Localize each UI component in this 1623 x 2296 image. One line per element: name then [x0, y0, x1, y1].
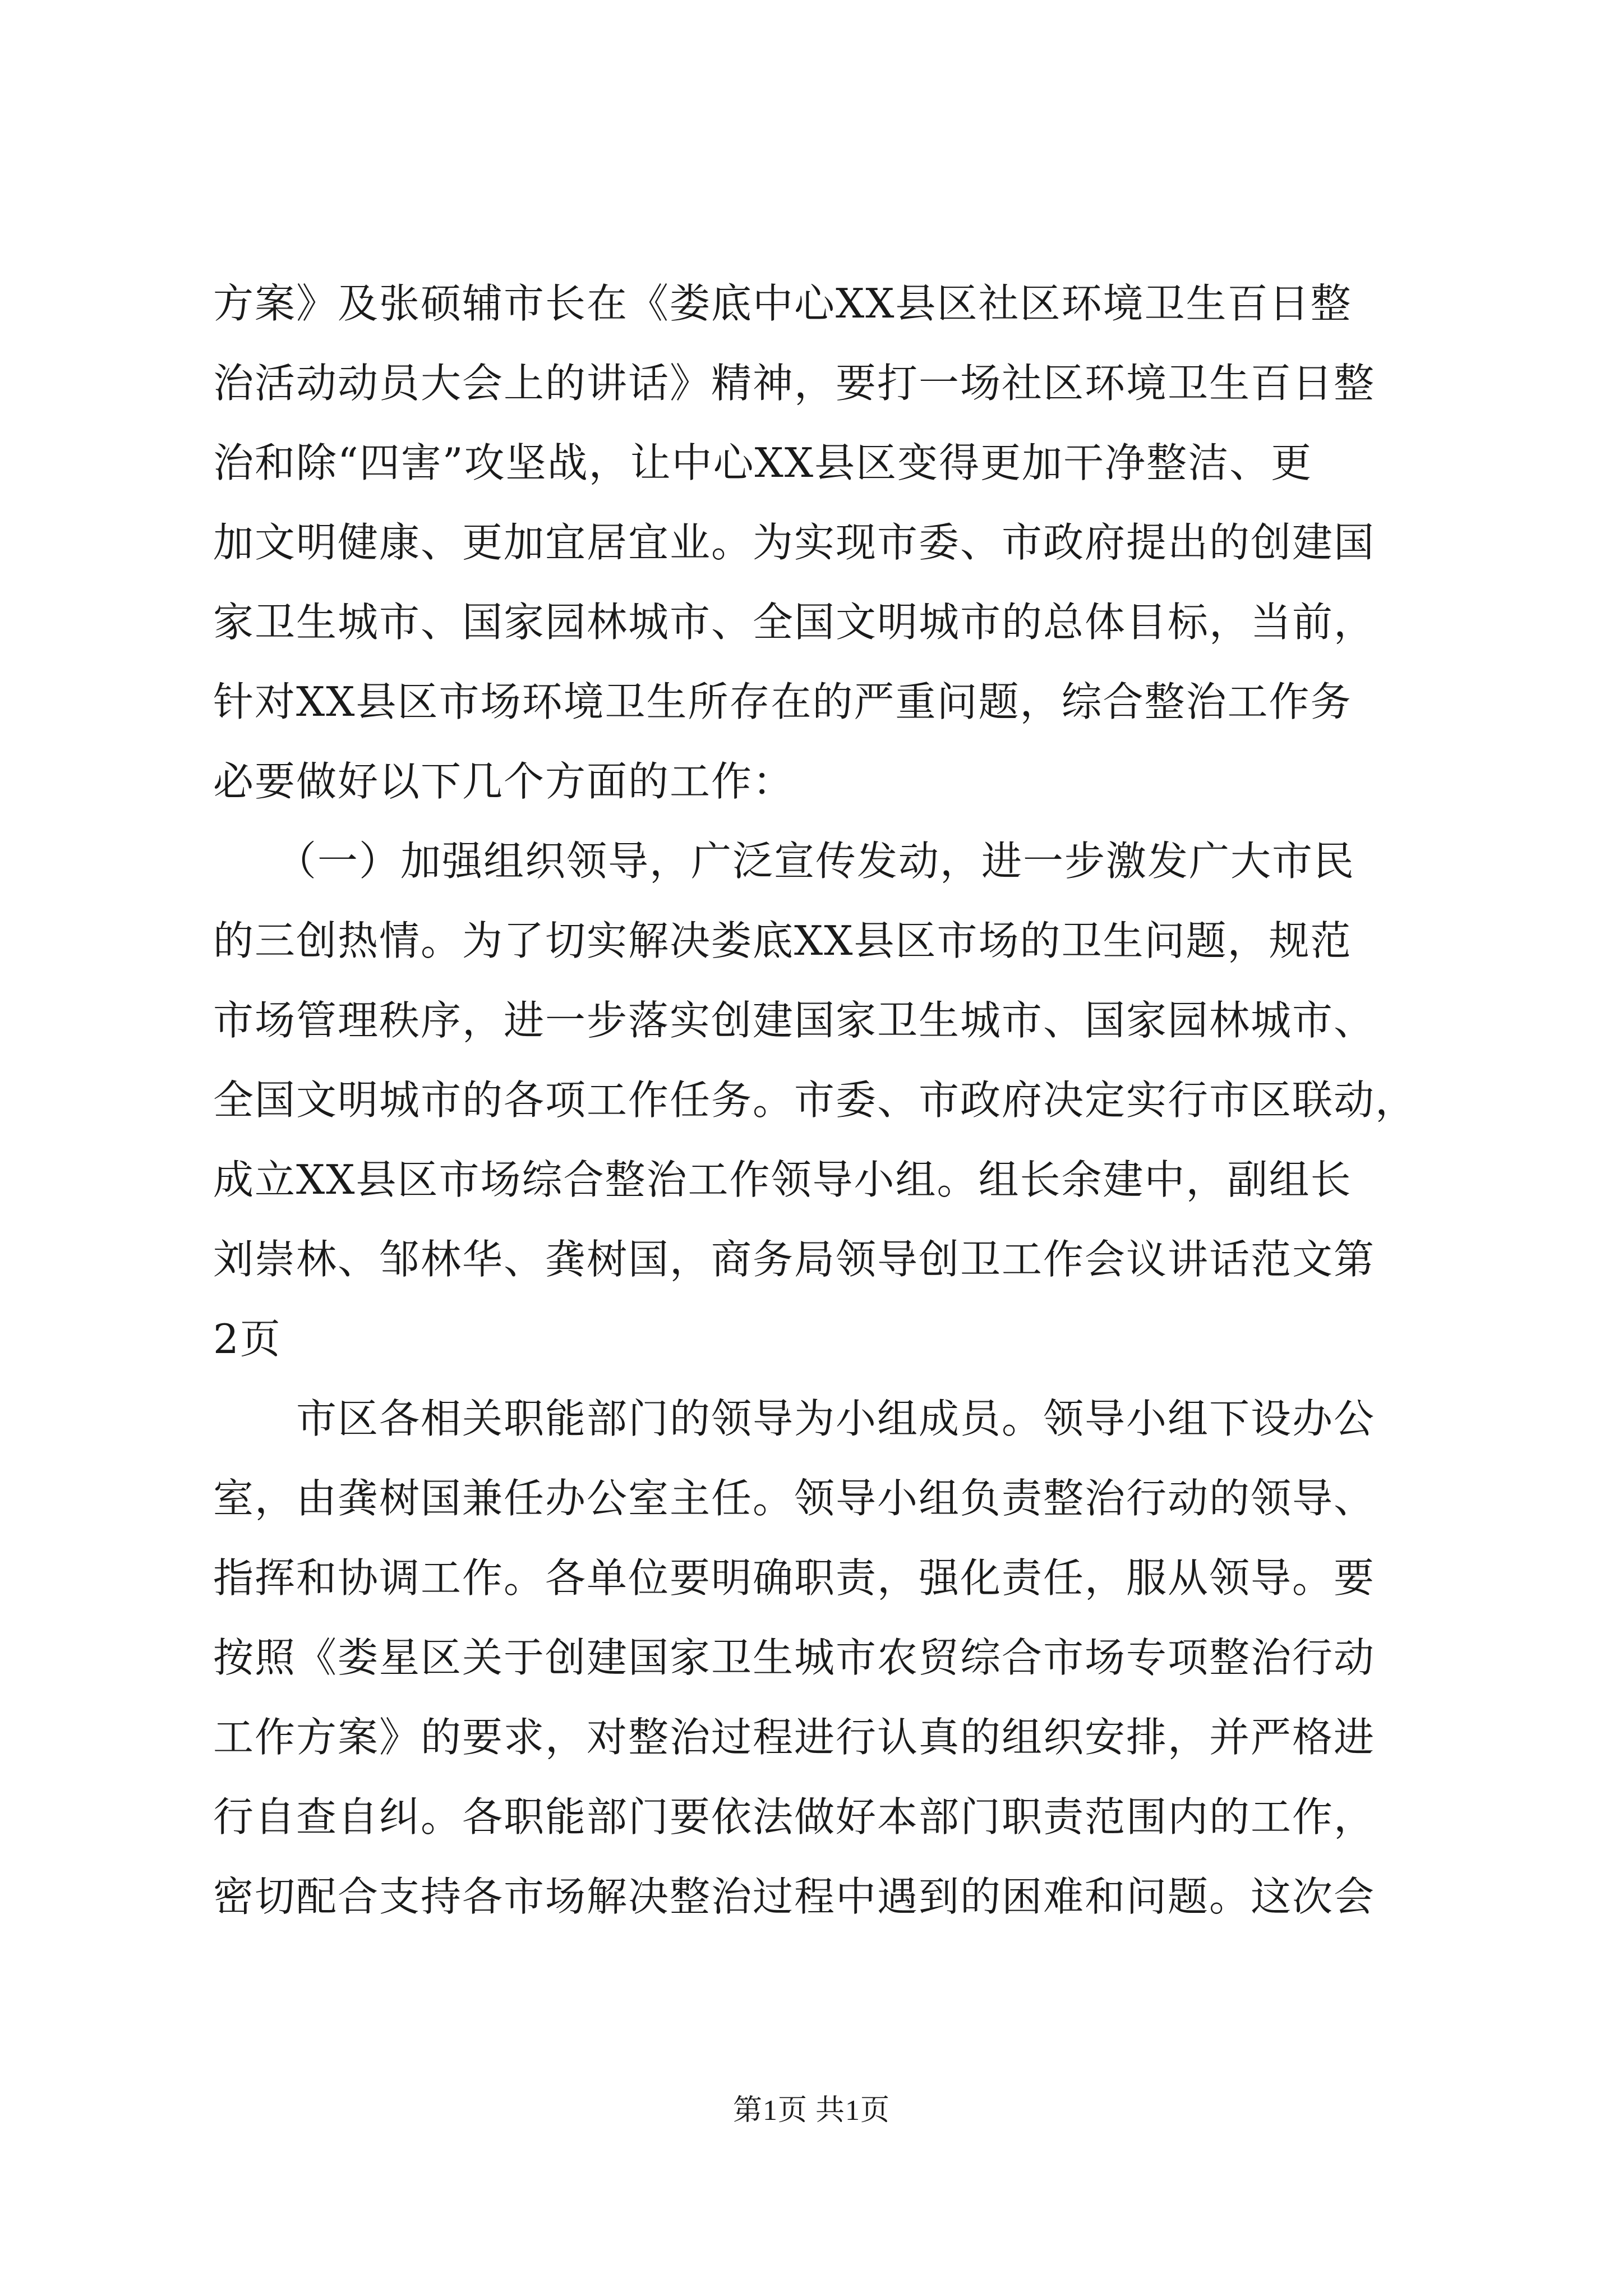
text-line: 家卫生城市、国家园林城市、全国文明城市的总体目标，当前，	[213, 599, 1376, 646]
text-line: 密切配合支持各市场解决整治过程中遇到的困难和问题。这次会	[213, 1873, 1376, 1920]
page-number-label: 第1页 共1页	[732, 2095, 890, 2127]
text-line: 成立XX县区市场综合整治工作领导小组。组长余建中，副组长	[213, 1156, 1352, 1203]
text-line: 市区各相关职能部门的领导为小组成员。领导小组下设办公	[213, 1395, 1376, 1442]
text-line: 治活动动员大会上的讲话》精神，要打一场社区环境卫生百日整	[213, 360, 1376, 407]
text-line: 行自查自纠。各职能部门要依法做好本部门职责范围内的工作，	[213, 1793, 1376, 1841]
text-line: 加文明健康、更加宜居宜业。为实现市委、市政府提出的创建国	[213, 519, 1376, 566]
text-line: 方案》及张硕辅市长在《娄底中心XX县区社区环境卫生百日整	[213, 280, 1352, 327]
text-line: 市场管理秩序，进一步落实创建国家卫生城市、国家园林城市、	[213, 997, 1376, 1044]
text-line: 2页	[213, 1315, 282, 1363]
text-line: 室，由龚树国兼任办公室主任。领导小组负责整治行动的领导、	[213, 1475, 1376, 1522]
text-line: 必要做好以下几个方面的工作：	[213, 758, 795, 805]
document-body	[213, 264, 1419, 1936]
page-footer	[0, 2091, 1623, 2131]
text-line: 的三创热情。为了切实解决娄底XX县区市场的卫生问题，规范	[213, 917, 1352, 964]
text-line: 全国文明城市的各项工作任务。市委、市政府决定实行市区联动，	[213, 1076, 1417, 1124]
text-line: 工作方案》的要求，对整治过程进行认真的组织安排，并严格进	[213, 1714, 1376, 1761]
text-line: 刘崇林、邹林华、龚树国，商务局领导创卫工作会议讲话范文第	[213, 1236, 1376, 1283]
text-line: 治和除“四害”攻坚战，让中心XX县区变得更加干净整洁、更	[213, 439, 1313, 486]
text-line: 指挥和协调工作。各单位要明确职责，强化责任，服从领导。要	[213, 1554, 1376, 1602]
text-line: 按照《娄星区关于创建国家卫生城市农贸综合市场专项整治行动	[213, 1634, 1376, 1681]
text-line: 针对XX县区市场环境卫生所存在的严重问题，综合整治工作务	[213, 678, 1352, 725]
text-line: （一）加强组织领导，广泛宣传发动，进一步激发广大市民	[213, 838, 1355, 885]
